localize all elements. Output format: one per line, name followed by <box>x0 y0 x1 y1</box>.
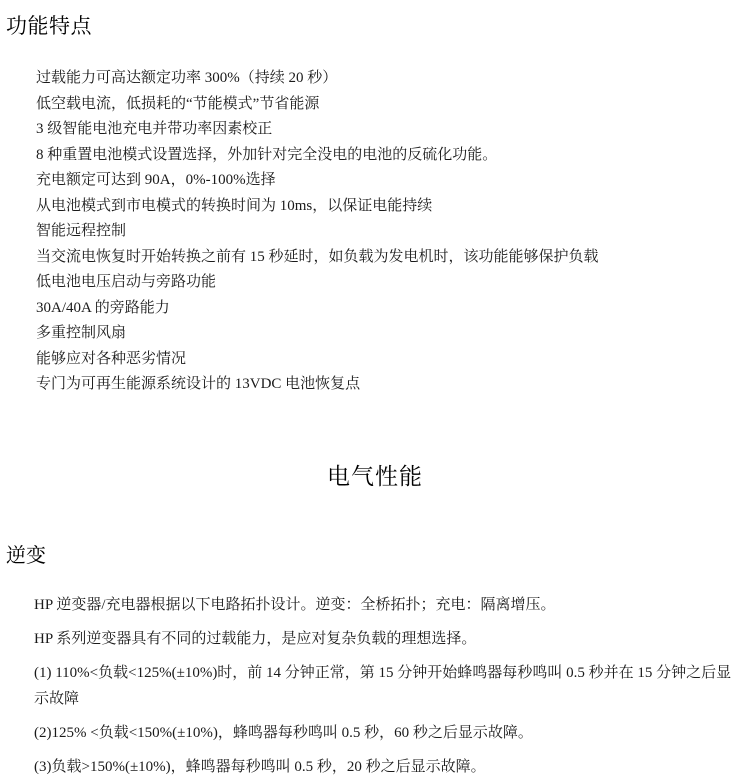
list-item: 从电池模式到市电模式的转换时间为 10ms，以保证电能持续 <box>36 197 433 214</box>
list-item: 8 种重置电池模式设置选择，外加针对完全没电的电池的反硫化功能。 <box>36 146 498 163</box>
list-item: 当交流电恢复时开始转换之前有 15 秒延时，如负载为发电机时，该功能能够保护负载 <box>36 248 599 265</box>
paragraph: HP 逆变器/充电器根据以下电路拓扑设计。逆变：全桥拓扑；充电：隔离增压。 <box>34 596 556 613</box>
paragraph: (1) 110%<负载<125%(±10%)时，前 14 分钟正常，第 15 分钟开始蜂鸣器每秒鸣叫 0.5 秒并在 15 分钟之后显示故障 <box>34 664 732 707</box>
list-item: 低电池电压启动与旁路功能 <box>36 274 217 290</box>
list-item: 专门为可再生能源系统设计的 13VDC 电池恢复点 <box>36 376 361 392</box>
paragraph: (2)125% <负载<150%(±10%)，蜂鸣器每秒鸣叫 0.5 秒，60 秒之后显示故障。 <box>34 724 533 741</box>
page-title: 功能特点 <box>6 15 92 38</box>
list-item: 充电额定可达到 90A，0%-100%选择 <box>36 172 276 188</box>
list-item: 30A/40A 的旁路能力 <box>36 299 170 316</box>
inverter-body-text <box>0 568 750 780</box>
inverter-subsection-title: 逆变 <box>6 544 46 567</box>
list-item: 低空载电流，低损耗的“节能模式”节省能源 <box>36 95 320 112</box>
list-item: 能够应对各种恶劣情况 <box>36 350 187 367</box>
list-item: 过载能力可高达额定功率 300%（持续 20 秒） <box>36 70 338 86</box>
list-item: 智能远程控制 <box>36 223 127 239</box>
list-item: 3 级智能电池充电并带功率因素校正 <box>36 121 273 137</box>
electrical-section-title: 电气性能 <box>327 463 423 489</box>
list-item: 多重控制风扇 <box>36 325 127 341</box>
paragraph: (3)负载>150%(±10%)，蜂鸣器每秒鸣叫 0.5 秒，20 秒之后显示故障。 <box>34 758 486 775</box>
paragraph: HP 系列逆变器具有不同的过载能力，是应对复杂负载的理想选择。 <box>34 630 477 647</box>
feature-list <box>0 40 750 398</box>
